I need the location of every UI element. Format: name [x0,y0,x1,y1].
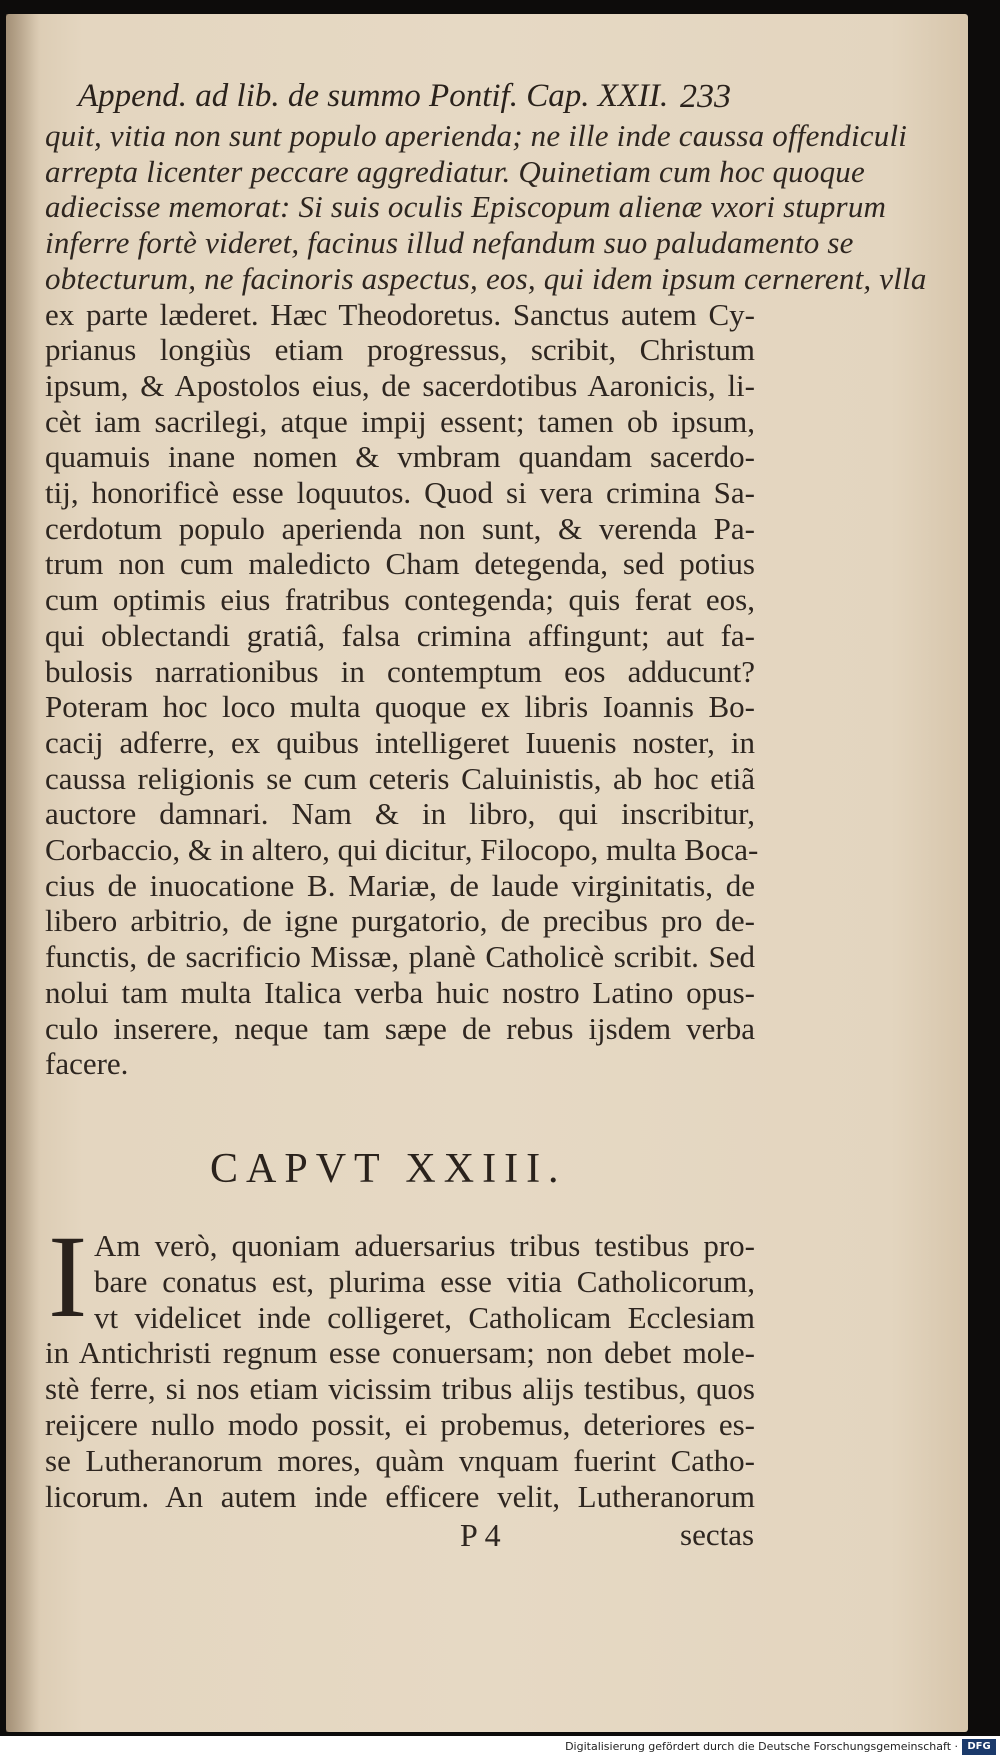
text-line: cerdotum populo aperienda non sunt, & verenda Pa- [45,510,755,546]
text-line: qui oblectandi gratiâ, falsa crimina affingunt; aut fa- [45,617,755,653]
text-line: stè ferre, si nos etiam vicissim tribus alijs testibus, quos [45,1371,755,1407]
text-line: bare conatus est, plurima esse vitia Catholicorum, [94,1263,755,1299]
text-line: Corbaccio, & in altero, qui dicitur, Filocopo, multa Boca- [45,832,759,867]
text-line: ex parte læderet. Hæc Theodoretus. Sanctus autem Cy- [45,296,755,332]
text-line: quit, vitia non sunt populo aperienda; ne ille inde caussa offendiculi [45,118,908,153]
text-line: cius de inuocatione B. Mariæ, de laude virginitatis, de [45,867,755,903]
signature-mark: P 4 [460,1517,501,1553]
drop-cap: I [48,1211,88,1342]
digitization-credit: Digitalisierung gefördert durch die Deutsche Forschungsgemeinschaft · [565,1740,958,1753]
text-line: vt videlicet inde colligeret, Catholicam Ecclesiam [94,1299,755,1335]
text-line: quamuis inane nomen & vmbram quandam sacerdo- [45,439,755,475]
text-line: cèt iam sacrilegi, atque impij essent; tamen ob ipsum, [45,403,755,439]
text-line: nolui tam multa Italica verba huic nostro Latino opus- [45,974,755,1010]
text-line: in Antichristi regnum esse conuersam; non debet mole- [45,1335,755,1371]
text-line: licorum. An autem inde efficere velit, Lutheranorum [45,1478,755,1514]
text-line: Poteram hoc loco multa quoque ex libris Ioannis Bo- [45,689,755,725]
text-line: functis, de sacrificio Missæ, planè Catholicè scribit. Sed [45,939,755,975]
text-line: libero arbitrio, de igne purgatorio, de precibus pro de- [45,903,755,939]
chapter-heading: CAPVT XXIII. [210,1146,567,1192]
text-line: auctore damnari. Nam & in libro, qui inscribitur, [45,796,755,832]
text-line: adiecisse memorat: Si suis oculis Episcopum alienæ vxori stuprum [45,189,887,225]
text-line: culo inserere, neque tam sæpe de rebus ijsdem verba [45,1010,755,1046]
text-line: bulosis narrationibus in contemptum eos adducunt? [45,653,755,689]
text-line: cacij adferre, ex quibus intelligeret Iuuenis noster, in [45,724,755,760]
page-gutter-shadow [6,14,40,1732]
text-line: reijcere nullo modo possit, ei probemus, deteriores es- [45,1407,755,1442]
text-line: facere. [45,1046,129,1082]
catchword: sectas [680,1517,755,1552]
dfg-logo-icon: DFG [962,1739,996,1755]
text-line: trum non cum maledicto Cham detegenda, sed potius [45,546,755,582]
text-line: cum optimis eius fratribus contegenda; quis ferat eos, [45,582,755,618]
running-title: Append. ad lib. de summo Pontif. Cap. XXII. [78,78,669,114]
text-line: arrepta licenter peccare aggrediatur. Quinetiam cum hoc quoque [45,153,865,189]
text-line: Am verò, quoniam aduersarius tribus testibus pro- [94,1228,755,1263]
text-line: inferre fortè videret, facinus illud nefandum suo paludamento se [45,225,854,261]
text-line: obtecturum, ne facinoris aspectus, eos, qui idem ipsum cernerent, vlla [45,260,927,296]
text-line: ipsum, & Apostolos eius, de sacerdotibus Aaronicis, li- [45,367,755,403]
text-line: caussa religionis se cum ceteris Caluinistis, ab hoc etiã [45,760,755,796]
text-line: prianus longiùs etiam progressus, scribit, Christum [45,332,755,368]
page-number: 233 [680,78,731,115]
text-line: tij, honorificè esse loquutos. Quod si vera crimina Sa- [45,475,755,510]
text-line: se Lutheranorum mores, quàm vnquam fuerint Catho- [45,1442,755,1478]
